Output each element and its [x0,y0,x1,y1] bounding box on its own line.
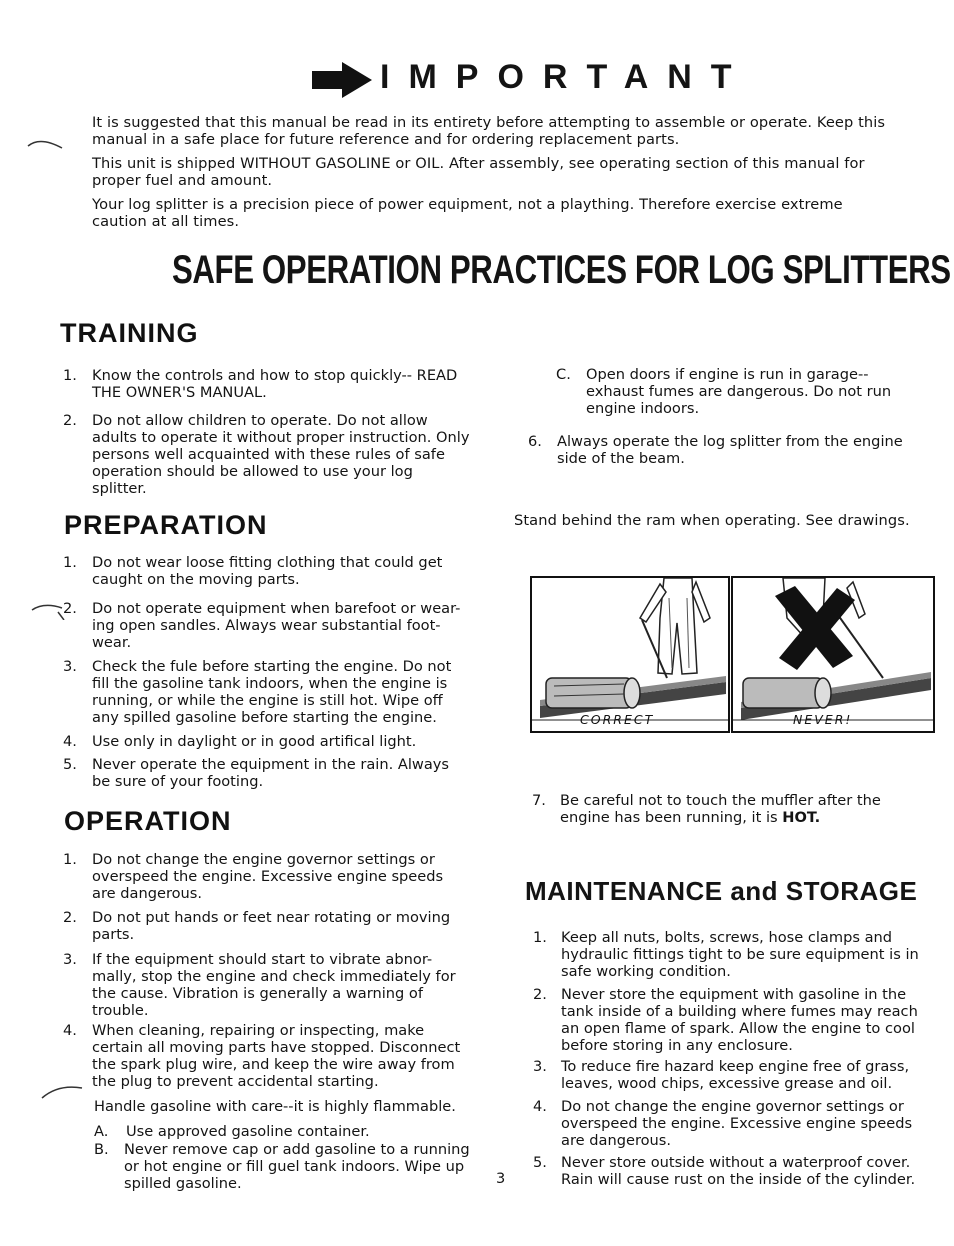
preparation-item-3-number: 3. [63,658,77,675]
arrow-icon [312,62,374,98]
scan-mark-2 [30,600,66,620]
preparation-item-2: Do not operate equipment when barefoot or wear- ing open sandles. Always wear substantial foot- wear. [92,600,461,651]
operation-subitem-b: Never remove cap or add gasoline to a running or hot engine or fill guel tank indoors. Wipe up spilled gasoline. [124,1141,470,1192]
maintenance-heading: MAINTENANCE and STORAGE [525,876,918,906]
stand-behind-note: Stand behind the ram when operating. See drawings. [514,512,910,529]
operation-subitem-a: Use approved gasoline container. [126,1123,370,1140]
operation-subitem-b-letter: B. [94,1141,109,1158]
maintenance-item-5-number: 5. [533,1154,547,1171]
maintenance-item-3-number: 3. [533,1058,547,1075]
maintenance-item-4: Do not change the engine governor settings or overspeed the engine. Excessive engine speeds are dangerous. [561,1098,913,1149]
operation-item-6-number: 6. [528,433,542,450]
preparation-item-3: Check the fule before starting the engine. Do not fill the gasoline tank indoors, when the engine is running, or while the engine is still hot. Wipe off any spilled gasoline before starting the engine. [92,658,452,726]
scan-mark-1 [26,136,66,150]
scan-mark-3 [40,1082,84,1102]
preparation-item-4-number: 4. [63,733,77,750]
preparation-item-1: Do not wear loose fitting clothing that could get caught on the moving parts. [92,554,443,588]
operation-item-6: Always operate the log splitter from the engine side of the beam. [557,433,903,467]
operation-item-1: Do not change the engine governor settings or overspeed the engine. Excessive engine speeds are dangerous. [92,851,444,902]
operation-item-5: Handle gasoline with care--it is highly flammable. [94,1098,456,1115]
operation-item-7 [560,792,932,826]
correct-operator-illustration [532,578,728,731]
correct-drawing [530,576,730,733]
operation-item-3: If the equipment should start to vibrate abnor- mally, stop the engine and check immediately for the cause. Vibration is generally a warning of trouble. [92,951,456,1019]
maintenance-item-5: Never store outside without a waterproof cover. Rain will cause rust on the inside of the cylinder. [561,1154,916,1188]
operation-item-3-number: 3. [63,951,77,968]
operation-item-2: Do not put hands or feet near rotating or moving parts. [92,909,451,943]
training-item-1-number: 1. [63,367,77,384]
never-caption: NEVER! [793,712,853,727]
operation-subitem-c: Open doors if engine is run in garage-- exhaust fumes are dangerous. Do not run engine indoors. [586,366,892,417]
operation-item-7-text: Be careful not to touch the muffler after the engine has been running, it is [560,792,881,826]
operation-item-4-number: 4. [63,1022,77,1039]
maintenance-item-1-number: 1. [533,929,547,946]
operation-item-7-number: 7. [532,792,546,809]
preparation-item-5-number: 5. [63,756,77,773]
page-number: 3 [496,1170,506,1187]
operation-subitem-c-letter: C. [556,366,571,383]
operation-heading: OPERATION [64,806,232,836]
intro-paragraph-3: Your log splitter is a precision piece of power equipment, not a plaything. Therefore exercise extreme caution at all times. [92,196,843,230]
hot-warning: HOT. [782,809,821,826]
operation-item-4: When cleaning, repairing or inspecting, make certain all moving parts have stopped. Disconnect the spark plug wire, and keep the wire away from the plug to prevent accidental starting. [92,1022,461,1090]
correct-caption: CORRECT [580,712,655,727]
training-item-1: Know the controls and how to stop quickly-- READ THE OWNER'S MANUAL. [92,367,458,401]
preparation-item-4: Use only in daylight or in good artifical light. [92,733,417,750]
maintenance-item-3: To reduce fire hazard keep engine free of grass, leaves, wood chips, excessive grease and oil. [561,1058,910,1092]
training-heading: TRAINING [60,318,199,348]
training-item-2-number: 2. [63,412,77,429]
maintenance-item-2: Never store the equipment with gasoline in the tank inside of a building where fumes may reach an open flame of spark. Allow the engine to cool before storing in any enclosure. [561,986,918,1054]
preparation-item-1-number: 1. [63,554,77,571]
intro-paragraph-1: It is suggested that this manual be read in its entirety before attempting to assemble or operate. Keep this manual in a safe place for future reference and for ordering replacement parts. [92,114,886,148]
never-drawing [731,576,935,733]
preparation-item-5: Never operate the equipment in the rain. Always be sure of your footing. [92,756,450,790]
maintenance-item-4-number: 4. [533,1098,547,1115]
maintenance-item-2-number: 2. [533,986,547,1003]
operation-subitem-a-letter: A. [94,1123,109,1140]
operation-item-2-number: 2. [63,909,77,926]
training-item-2: Do not allow children to operate. Do not allow adults to operate it without proper instruction. Only persons well acquainted with these rules of safe operation should be allowed to use your log splitter. [92,412,470,497]
operation-item-1-number: 1. [63,851,77,868]
important-heading: IMPORTANT [380,58,751,96]
preparation-heading: PREPARATION [64,510,268,540]
never-operator-illustration [733,578,933,731]
page-title: SAFE OPERATION PRACTICES FOR LOG SPLITTERS [172,248,951,292]
preparation-item-2-number: 2. [63,600,77,617]
maintenance-item-1: Keep all nuts, bolts, screws, hose clamps and hydraulic fittings tight to be sure equipment is in safe working condition. [561,929,919,980]
intro-paragraph-2: This unit is shipped WITHOUT GASOLINE or OIL. After assembly, see operating section of this manual for proper fuel and amount. [92,155,865,189]
